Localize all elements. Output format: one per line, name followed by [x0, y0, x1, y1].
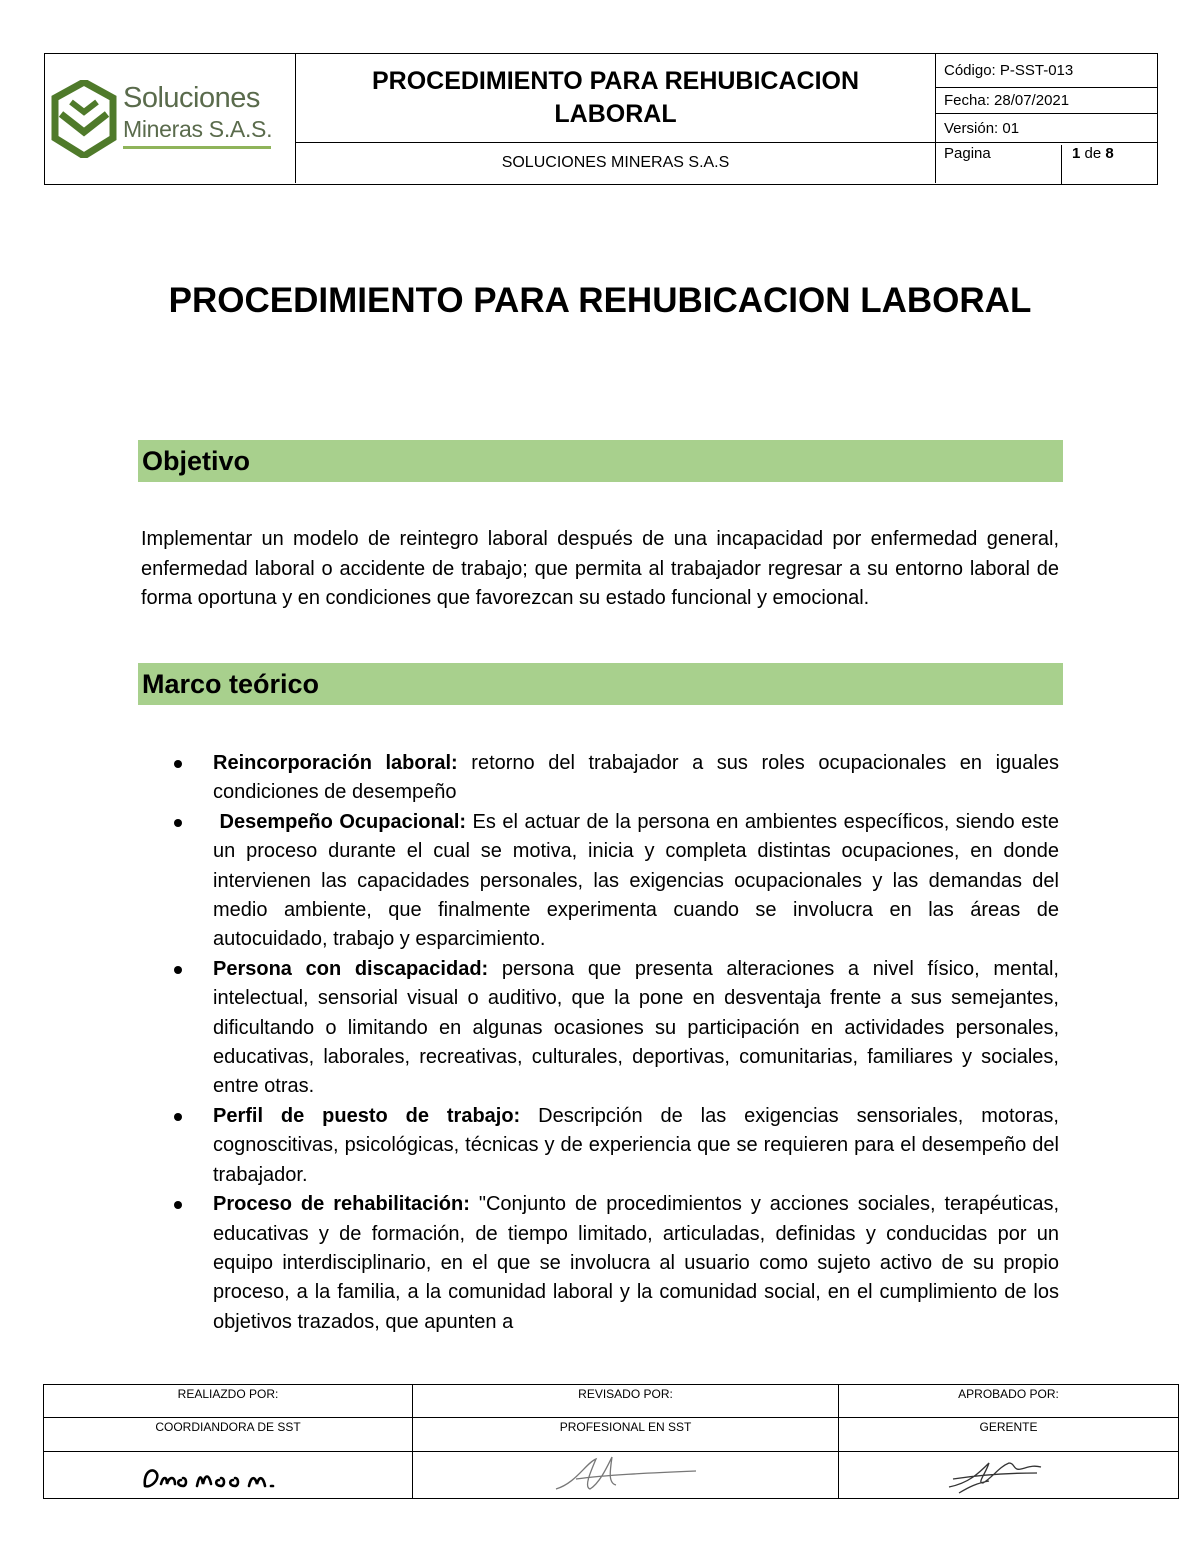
- header-title: PROCEDIMIENTO PARA REHUBICACION LABORAL: [296, 54, 936, 143]
- revisado-signature: [413, 1452, 839, 1498]
- aprobado-label: APROBADO POR:: [839, 1385, 1178, 1418]
- objetivo-paragraph: Implementar un modelo de reintegro laboral después de una incapacidad por enfermedad general, enfermedad laboral o accidente de trabajo; que permita al trabajador regresar a su entorno laboral de forma oportuna y en condiciones que favorezcan su estado funcional y emocional.: [141, 528, 1059, 609]
- aprobado-signature: [839, 1452, 1178, 1498]
- meta-fecha: Fecha: 28/07/2021: [936, 88, 1157, 114]
- bullet-icon: [174, 1201, 182, 1209]
- list-item: [171, 1190, 1059, 1337]
- signature-aprobado-icon: [929, 1453, 1089, 1497]
- bullet-icon: [174, 966, 182, 974]
- list-item-text: "Conjunto de procedimientos y acciones sociales, terapéuticas, educativas y de formación, de tiempo limitado, articuladas, definidas y conducidas por un equipo interdisciplinario, en el que se involucra al usuario como sujeto activo de su propio proceso, a la familia, a la comunidad laboral y la comunidad social, en el cumplimiento de los objetivos trazados, que apunten a: [213, 1193, 1059, 1333]
- logo-text-line2: Mineras S.A.S.: [123, 116, 273, 142]
- meta-pagina: [936, 143, 1157, 183]
- list-item-text: Es el actuar de la persona en ambientes específicos, siendo este un proceso durante el cual se motiva, inicia y completa distintas ocupaciones, en donde intervienen las capacidades personales, las exigencias ocupacionales y las demandas del medio ambiente, que finalmente experimenta cuando se involucra en las áreas de autocuidado, trabajo y esparcimiento.: [213, 810, 1059, 951]
- aprobado-role: GERENTE: [839, 1418, 1178, 1452]
- realizado-role: COORDIANDORA DE SST: [44, 1418, 413, 1452]
- header-meta: [936, 54, 1157, 183]
- pagina-label-text: Pagina: [944, 145, 991, 162]
- marco-teorico-list: [171, 749, 1059, 1337]
- pagina-number: 1: [1072, 145, 1081, 162]
- section-heading-marco-teorico: Marco teórico: [138, 663, 1063, 705]
- header-company: SOLUCIONES MINERAS S.A.S: [296, 143, 936, 183]
- list-item-term: Proceso de rehabilitación:: [213, 1193, 470, 1216]
- bullet-icon: [174, 819, 182, 827]
- list-item-term: Desempeño Ocupacional:: [213, 810, 467, 833]
- list-item-text: Descripción de las exigencias sensoriales, motoras, cognoscitivas, psicológicas, técnicas y de experiencia que se requieren para el desempeño del trabajador.: [213, 1104, 1059, 1186]
- meta-version: Versión: 01: [936, 114, 1157, 143]
- list-item-term: Persona con discapacidad:: [213, 957, 489, 980]
- realizado-signature: [44, 1452, 413, 1498]
- logo-mark-icon: [51, 80, 117, 158]
- logo-underline: [123, 146, 271, 149]
- realizado-label: REALIAZDO POR:: [44, 1385, 413, 1418]
- list-item: [171, 808, 1059, 955]
- section-heading-objetivo: Objetivo: [138, 440, 1063, 482]
- approval-footer: [43, 1384, 1179, 1499]
- company-logo: [45, 54, 296, 183]
- pagina-total: 8: [1105, 145, 1114, 162]
- meta-codigo: Código: P-SST-013: [936, 54, 1157, 88]
- list-item: [171, 749, 1059, 808]
- list-item-text: retorno del trabajador a sus roles ocupacionales en iguales condiciones de desempeño: [213, 752, 1059, 804]
- bullet-icon: [174, 1113, 182, 1121]
- document-header: [44, 53, 1158, 185]
- meta-pagina-value: [1062, 145, 1114, 162]
- bullet-icon: [174, 760, 182, 768]
- list-item-text: persona que presenta alteraciones a nivel físico, mental, intelectual, sensorial visual o auditivo, que la pone en desventaja frente a sus semejantes, dificultando o limitando en algunas ocasiones su participación en actividades personales, educativas, laborales, recreativas, culturales, deportivas, comunitarias, familiares y sociales, entre otras.: [213, 957, 1059, 1098]
- list-item: [171, 955, 1059, 1102]
- revisado-label: REVISADO POR:: [413, 1385, 839, 1418]
- signature-realizado-icon: [139, 1458, 299, 1494]
- list-item-term: Perfil de puesto de trabajo:: [213, 1104, 521, 1127]
- revisado-role: PROFESIONAL EN SST: [413, 1418, 839, 1452]
- list-item-term: Reincorporación laboral:: [213, 752, 458, 774]
- pagina-sep: de: [1080, 145, 1106, 162]
- logo-text-line1: Soluciones: [123, 82, 260, 114]
- list-item: [171, 1102, 1059, 1190]
- document-title: PROCEDIMIENTO PARA REHUBICACION LABORAL: [168, 281, 1032, 320]
- signature-revisado-icon: [546, 1453, 706, 1497]
- meta-pagina-label: [936, 145, 1062, 185]
